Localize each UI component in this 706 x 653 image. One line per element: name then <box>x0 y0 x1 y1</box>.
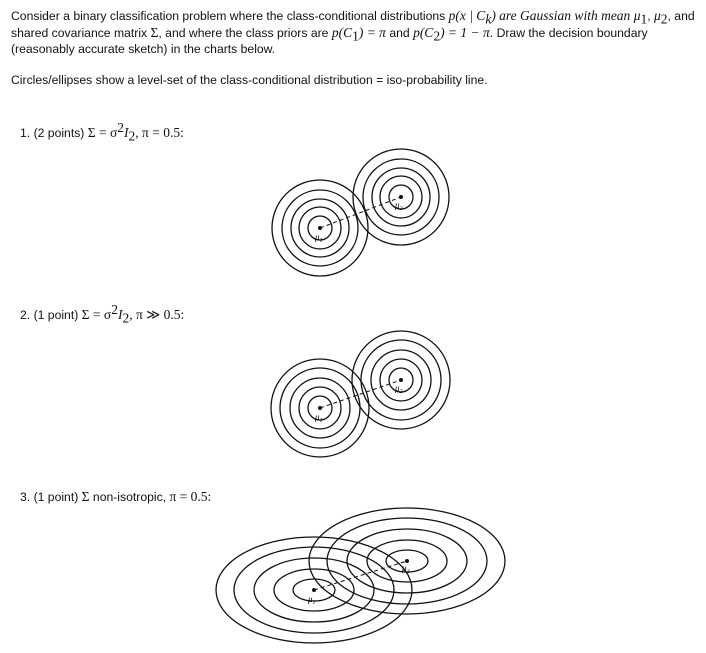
diagram-3 <box>216 508 505 643</box>
mean-1-dot <box>318 226 322 230</box>
intro-paragraph: Consider a binary classification problem where the class-conditional distributions p(x | $C_k$) are Gaussian with mean $\mu_1$, $\mu_2$, and shared covariance matrix Σ, and where the class priors are $p(C_1) = \pi$ and $p(C_2) = 1 - \pi$. Draw the decision boundary (reasonably accurate sketch) in the charts below. <box>11 8 695 56</box>
mean-connector <box>320 380 401 408</box>
mean-1-dot <box>318 406 322 410</box>
mean-2-dot <box>399 378 403 382</box>
mu1-label: $\mu_1$ <box>315 232 323 244</box>
mu1-label: $\mu_1$ <box>315 412 323 424</box>
intro-note: Circles/ellipses show a level-set of the class-conditional distribution = iso-probability line. <box>11 72 488 87</box>
diagram-1 <box>272 149 449 276</box>
diagram-2 <box>271 331 450 457</box>
question-2-label: 2. (1 point) $\Sigma = \sigma^2I_2$, π ≫ 0.5: <box>20 301 185 326</box>
mean-2-dot <box>399 195 403 199</box>
mu2-label: $\mu_2$ <box>395 383 403 395</box>
question-3-label: 3. (1 point) Σ non-isotropic, π = 0.5: <box>20 489 212 504</box>
mu1-label: $\mu_1$ <box>308 594 316 606</box>
question-1-label: 1. (2 points) $\Sigma = \sigma^2I_2$, π = 0.5: <box>20 119 184 144</box>
mu2-label: $\mu_2$ <box>402 563 410 575</box>
mean-1-dot <box>312 588 316 592</box>
mu2-label: $\mu_2$ <box>395 200 403 212</box>
